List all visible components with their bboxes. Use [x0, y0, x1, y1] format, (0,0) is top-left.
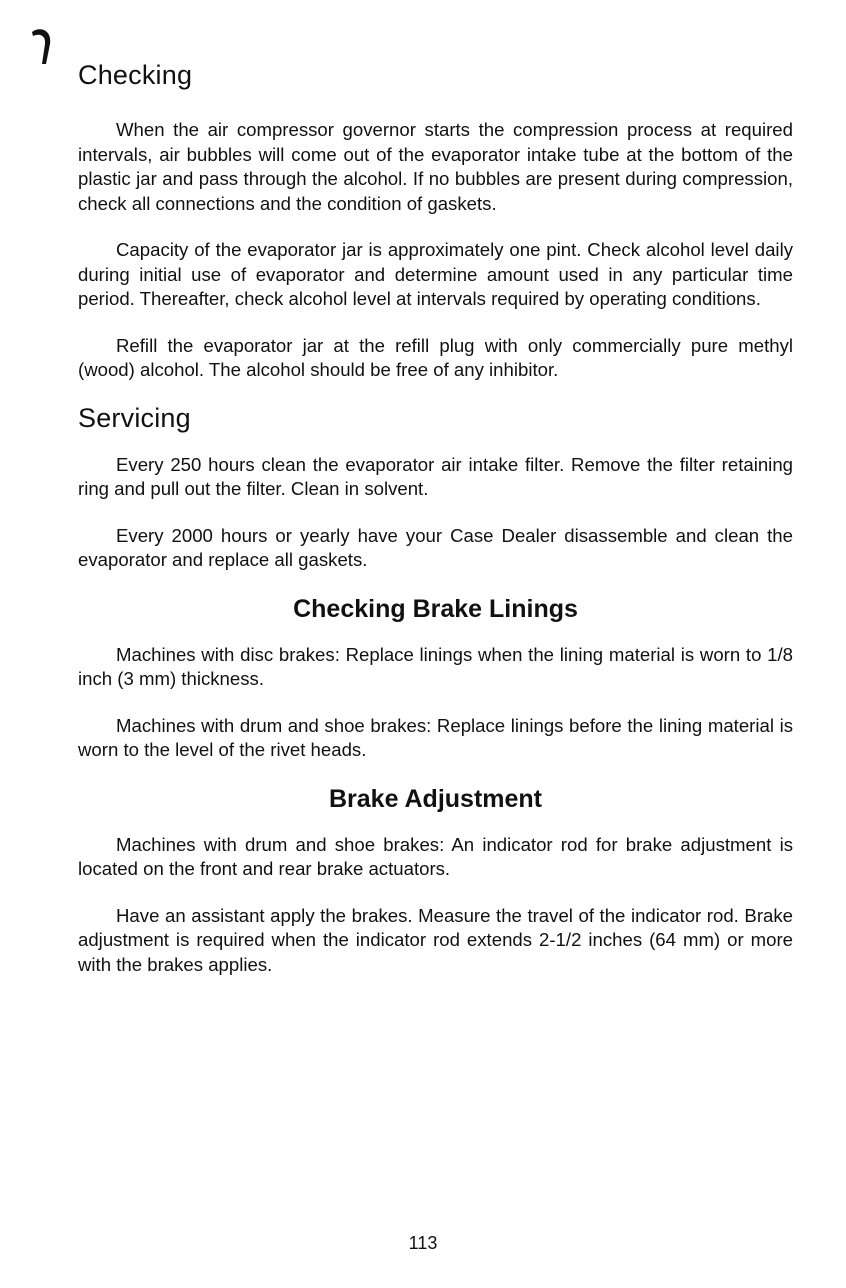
paragraph-checking-3: Refill the evaporator jar at the refill plug with only commercially pure methyl (wood) alcohol. The alcohol should be free of any inhibitor. [78, 334, 793, 380]
paragraph-brake-linings-2: Machines with drum and shoe brakes: Replace linings before the lining material is worn to the level of the rivet heads. [78, 714, 793, 760]
heading-servicing: Servicing [78, 402, 191, 433]
paragraph-brake-linings-1: Machines with disc brakes: Replace linings when the lining material is worn to 1/8 inch (3 mm) thickness. [78, 643, 793, 689]
paragraph-checking-2: Capacity of the evaporator jar is approximately one pint. Check alcohol level daily during initial use of evaporator and determine amount used in any particular time period. Thereafter, check alcohol level at intervals required by operating conditions. [78, 239, 793, 309]
heading-checking: Checking [78, 60, 193, 90]
paragraph-servicing-2: Every 2000 hours or yearly have your Case Dealer disassemble and clean the evaporator and replace all gaskets. [78, 524, 793, 570]
paragraph-brake-adjustment-2: Have an assistant apply the brakes. Measure the travel of the indicator rod. Brake adjustment is required when the indicator rod extends 2-1/2 inches (64 mm) or more with the brakes applies. [78, 904, 793, 975]
heading-checking-brake-linings: Checking Brake Linings [293, 594, 578, 623]
page-content [78, 52, 793, 977]
page-number: 113 [408, 1233, 438, 1253]
heading-brake-adjustment: Brake Adjustment [328, 784, 542, 813]
corner-tab-mark [30, 26, 56, 66]
paragraph-servicing-1: Every 250 hours clean the evaporator air intake filter. Remove the filter retaining ring and pull out the filter. Clean in solvent. [78, 453, 793, 499]
paragraph-brake-adjustment-1: Machines with drum and shoe brakes: An indicator rod for brake adjustment is located on the front and rear brake actuators. [78, 833, 793, 879]
paragraph-checking-1: When the air compressor governor starts the compression process at required intervals, air bubbles will come out of the evaporator intake tube at the bottom of the plastic jar and pass through the alcohol. If no bubbles are present during compression, check all connections and the condition of gaskets. [78, 119, 793, 214]
